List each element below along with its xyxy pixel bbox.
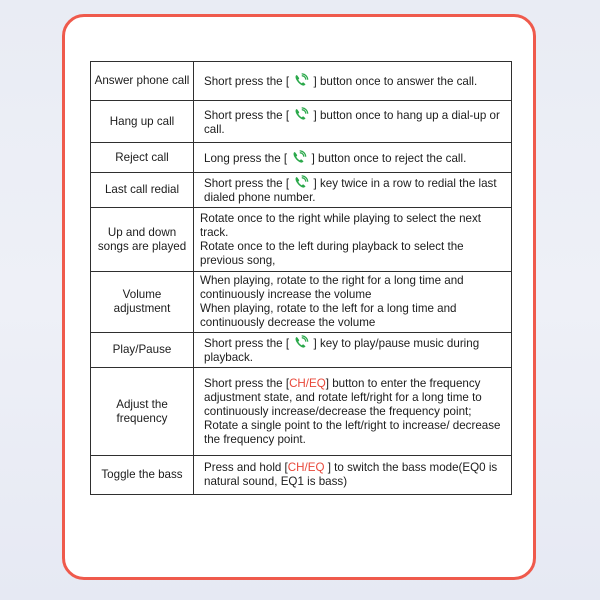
function-name-cell: Volume adjustment (91, 272, 194, 333)
table-row (91, 368, 512, 456)
table-row (91, 272, 512, 333)
function-name-cell: Up and down songs are played (91, 208, 194, 272)
description-cell: Short press the [ ] key twice in a row to redial the last dialed phone number. (194, 173, 512, 208)
table-row (91, 173, 512, 208)
function-name-cell: Answer phone call (91, 62, 194, 101)
description-line: Rotate once to the left during playback to select the previous song, (200, 239, 464, 267)
description-cell (194, 208, 512, 272)
phone-call-icon (293, 73, 309, 88)
function-name-cell: Reject call (91, 143, 194, 173)
function-name-cell: Adjust the frequency (91, 368, 194, 456)
function-name-cell: Last call redial (91, 173, 194, 208)
description-cell: Short press the [ ] button once to hang up a dial-up or call. (194, 101, 512, 143)
function-name-cell: Toggle the bass (91, 456, 194, 495)
description-cell: Short press the [CH/EQ] button to enter the frequency adjustment state, and rotate left/right for a long time to continuously increase/decrease the frequency point; Rotate a single point to the left/right to increase/ decrease the frequency point. (194, 368, 512, 456)
description-cell: Long press the [ ] button once to reject the call. (194, 143, 512, 173)
function-name-cell: Play/Pause (91, 333, 194, 368)
table-row (91, 333, 512, 368)
description-cell (194, 272, 512, 333)
function-name-cell: Hang up call (91, 101, 194, 143)
table-row (91, 101, 512, 143)
phone-call-icon (293, 335, 309, 350)
ch-eq-key-label: CH/EQ (287, 461, 325, 474)
phone-call-icon (293, 107, 309, 122)
table-row (91, 208, 512, 272)
description-line: When playing, rotate to the left for a long time and continuously decrease the volume (200, 302, 457, 329)
description-cell: Short press the [ ] button once to answer the call. (194, 62, 512, 101)
description-cell: Short press the [ ] key to play/pause music during playback. (194, 333, 512, 368)
table-row (91, 143, 512, 173)
manual-card (62, 14, 536, 580)
table-row (91, 456, 512, 495)
function-table-body (91, 62, 512, 495)
description-line: Rotate once to the right while playing to select the next track. (200, 211, 481, 239)
phone-call-icon (291, 150, 307, 165)
description-cell: Press and hold [CH/EQ ] to switch the bass mode(EQ0 is natural sound, EQ1 is bass) (194, 456, 512, 495)
function-table (90, 61, 512, 495)
description-line: When playing, rotate to the right for a long time and continuously increase the volume (200, 274, 464, 301)
table-row (91, 62, 512, 101)
ch-eq-key-label: CH/EQ (289, 376, 326, 390)
phone-call-icon (293, 175, 309, 190)
